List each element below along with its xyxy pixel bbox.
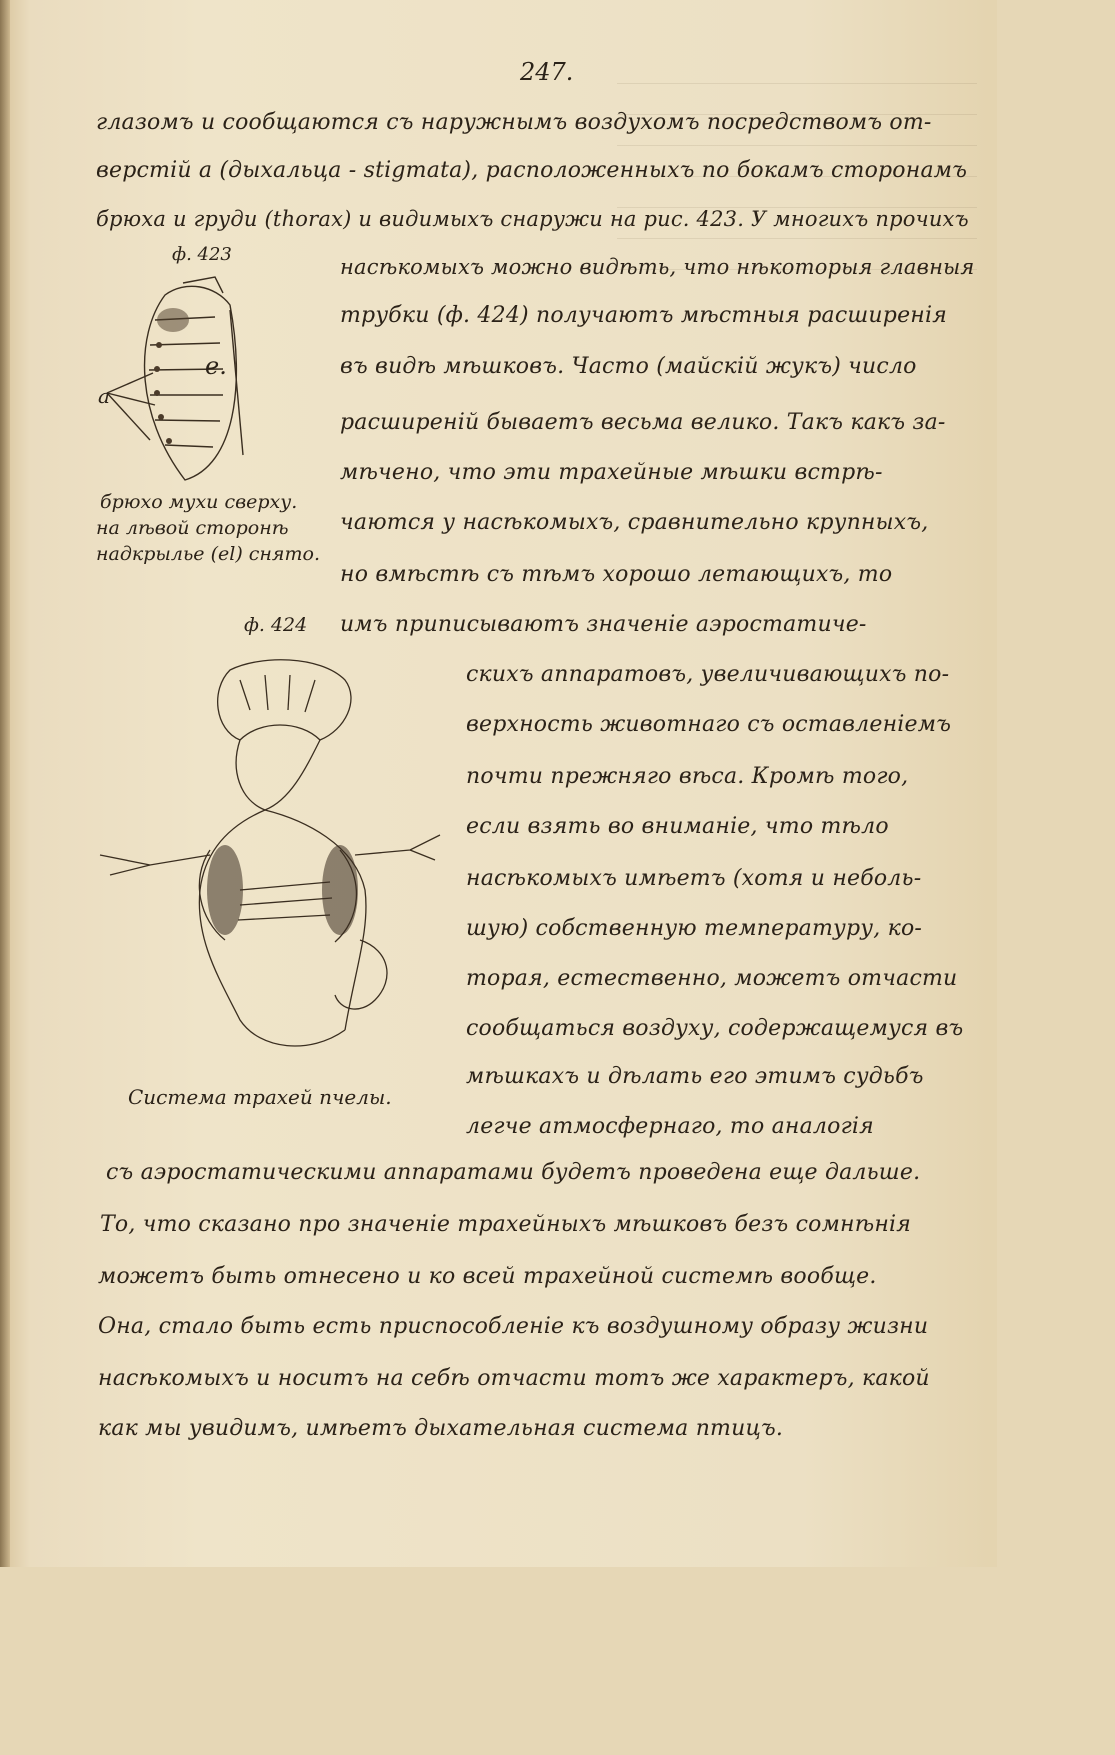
figure-423-drawing (95, 265, 335, 495)
text-line: чаются у насѣкомыхъ, сравнительно крупныхъ, (340, 510, 929, 535)
text-line: легче атмосфернаго, то аналогія (466, 1114, 874, 1139)
text-line: но вмѣстѣ съ тѣмъ хорошо летающихъ, то (340, 562, 893, 587)
text-line: насѣкомыхъ имѣетъ (хотя и неболь- (466, 866, 922, 891)
figure-423-caption-line: на лѣвой сторонѣ (96, 517, 289, 539)
text-line: мѣчено, что эти трахейные мѣшки встрѣ- (340, 460, 883, 485)
text-line: как мы увидимъ, имѣетъ дыхательная система птицъ. (98, 1416, 784, 1441)
text-line: скихъ аппаратовъ, увеличивающихъ по- (466, 662, 950, 687)
text-line: глазомъ и сообщаются съ наружнымъ воздухомъ посредствомъ от- (96, 110, 932, 135)
text-line: верхность животнаго съ оставленіемъ (466, 712, 952, 737)
text-line: торая, естественно, можетъ отчасти (466, 966, 958, 991)
text-line: въ видѣ мѣшковъ. Часто (майскій жукъ) число (340, 354, 917, 379)
text-line: брюха и груди (thorax) и видимыхъ снаружи на рис. 423. У многихъ прочихъ (96, 207, 969, 231)
text-line: шую) собственную температуру, ко- (466, 916, 923, 941)
figure-424-drawing (90, 650, 450, 1070)
text-line: расширеній бываетъ весьма велико. Такъ какъ за- (340, 410, 946, 435)
text-line: имъ приписываютъ значеніе аэростатиче- (340, 612, 867, 637)
text-line: можетъ быть отнесено и ко всей трахейной системѣ вообще. (98, 1264, 877, 1289)
text-line: трубки (ф. 424) получаютъ мѣстныя расширенія (340, 303, 947, 328)
text-line: почти прежняго вѣса. Кромѣ того, (466, 764, 909, 789)
text-line: съ аэростатическими аппаратами будетъ проведена еще дальше. (106, 1160, 921, 1185)
figure-423-marker-a: a (98, 384, 110, 408)
page-binding-edge (0, 0, 10, 1567)
text-line: сообщаться воздуху, содержащемуся въ (466, 1016, 964, 1041)
text-line: насѣкомыхъ можно видѣть, что нѣкоторыя главныя (340, 255, 975, 279)
page-number: 247. (520, 58, 574, 86)
text-line: верстій a (дыхальца - stigmata), расположенныхъ по бокамъ сторонамъ (96, 158, 968, 183)
text-line: мѣшкахъ и дѣлать его этимъ судьбъ (466, 1064, 924, 1089)
figure-423-marker-e: e. (205, 352, 227, 380)
figure-423-caption-line: надкрылье (el) снято. (96, 543, 321, 565)
figure-424-caption: Система трахей пчелы. (128, 1085, 392, 1109)
text-line: Она, стало быть есть приспособленіе къ воздушному образу жизни (98, 1314, 929, 1339)
text-line: если взять во вниманіе, что тѣло (466, 814, 889, 839)
figure-423-label: ф. 423 (172, 244, 232, 265)
figure-424-label: ф. 424 (244, 614, 308, 636)
text-line: То, что сказано про значеніе трахейныхъ мѣшковъ безъ сомнѣнія (100, 1212, 912, 1237)
text-line: насѣкомыхъ и носитъ на себѣ отчасти тотъ же характеръ, какой (98, 1366, 930, 1391)
figure-423-caption-line: брюхо мухи сверху. (100, 491, 298, 513)
